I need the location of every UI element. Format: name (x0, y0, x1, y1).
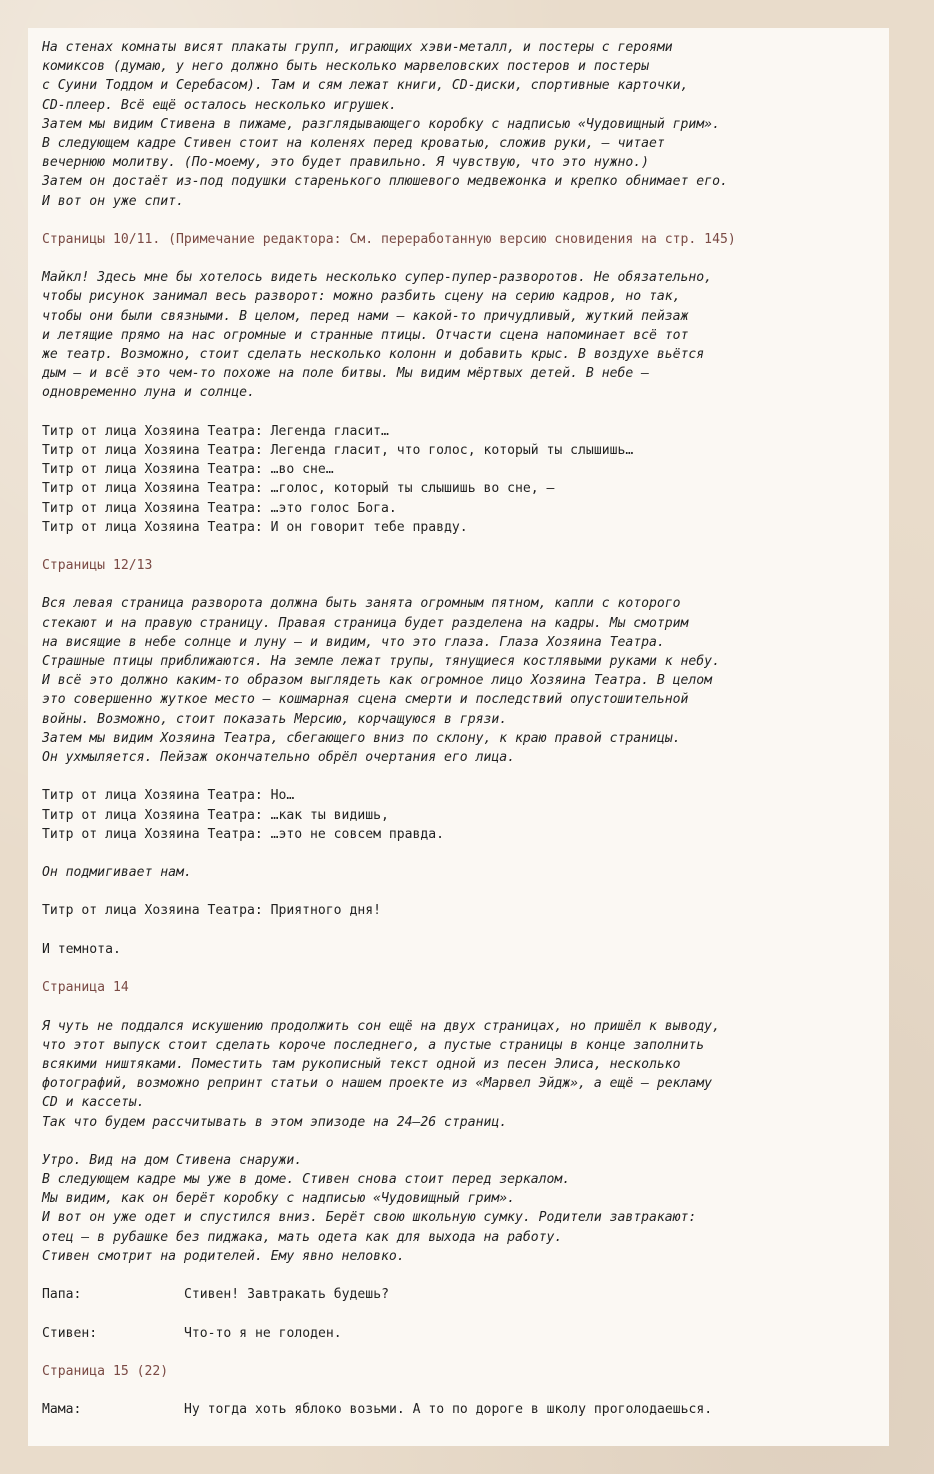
text-line: Я чуть не поддался искушению продолжить сон ещё на двух страницах, но пришёл к выводу, (42, 1018, 720, 1034)
text-line: Утро. Вид на дом Стивена снаружи. (42, 1152, 303, 1168)
caption-line: Титр от лица Хозяина Театра: …голос, который ты слышишь во сне, — (42, 481, 555, 497)
paragraph-landscape (42, 594, 875, 767)
caption-line: Титр от лица Хозяина Театра: Приятного дня! (42, 903, 381, 919)
text-line: фотографий, возможно репринт статьи о нашем проекте из «Марвел Эйдж», а ещё — рекламу (42, 1076, 713, 1092)
text-line: что этот выпуск стоит сделать короче последнего, а пустые страницы в конце заполнить (42, 1037, 705, 1053)
text-line: Он ухмыляется. Пейзаж окончательно обрёл очертания его лица. (42, 749, 515, 765)
text-line: на висящие в небе солнце и луну — и видим, что это глаза. Глаза Хозяина Театра. (42, 634, 665, 650)
caption-line: Титр от лица Хозяина Театра: И он говорит тебе правду. (42, 519, 468, 535)
text-line: это совершенно жуткое место — кошмарная сцена смерти и последствий опустошительной (42, 692, 689, 708)
text-line: чтобы они были связными. В целом, перед нами — какой-то причудливый, жуткий пейзаж (42, 308, 689, 324)
text-line: В следующем кадре мы уже в доме. Стивен снова стоит перед зеркалом. (42, 1172, 571, 1188)
text-line: В следующем кадре Стивен стоит на коленях перед кроватью, сложив руки, — читает (42, 135, 665, 151)
paragraph-bedroom (42, 38, 875, 211)
text-line: Страшные птицы приближаются. На земле лежат трупы, тянущиеся костлявыми руками к небу. (42, 654, 720, 669)
dialogue-mom (42, 1400, 875, 1419)
text-line: Стивен смотрит на родителей. Ему явно неловко. (42, 1248, 405, 1264)
caption-line: Титр от лица Хозяина Театра: Но… (42, 788, 295, 804)
caption-line: Титр от лица Хозяина Театра: Легенда гласит, что голос, который ты слышишь… (42, 442, 634, 458)
text-line: Мы видим, как он берёт коробку с надписью «Чудовищный грим». (42, 1191, 515, 1207)
section-heading-pages-10-11: Страницы 10/11. (Примечание редактора: См. переработанную версию сновидения на стр. 145) (42, 231, 736, 247)
dialogue-text: Стивен! Завтракать будешь? (184, 1287, 389, 1303)
caption-line: Титр от лица Хозяина Театра: …как ты видишь, (42, 807, 389, 823)
text-line: дым — и всё это чем-то похоже на поле битвы. Мы видим мёртвых детей. В небе — (42, 366, 649, 382)
text-line: На стенах комнаты висят плакаты групп, играющих хэви-металл, и постеры с героями (42, 40, 673, 55)
script-page (28, 28, 889, 1446)
text-line: Затем мы видим Стивена в пижаме, разглядывающего коробку с надписью «Чудовищный грим». (42, 116, 720, 132)
speaker-name: Мама: (42, 1402, 82, 1418)
caption-line: Титр от лица Хозяина Театра: …во сне… (42, 462, 334, 478)
caption-line: Титр от лица Хозяина Театра: …это голос Бога. (42, 500, 397, 516)
section-heading-page-14: Страница 14 (42, 980, 129, 996)
text-line: с Суини Тоддом и Серебасом). Там и сям лежат книги, CD-диски, спортивные карточки, (42, 78, 689, 94)
paragraph-editor-note (42, 1017, 875, 1132)
text-line: одновременно луна и солнце. (42, 385, 255, 401)
caption-list-2 (42, 786, 875, 844)
text-line: стекают и на правую страницу. Правая страница будет разделена на кадры. Мы смотрим (42, 615, 689, 631)
dialogue-dad (42, 1285, 875, 1304)
text-line: Затем мы видим Хозяина Театра, сбегающего вниз по склону, к краю правой страницы. (42, 730, 681, 746)
dialogue-text: Что-то я не голоден. (184, 1325, 342, 1341)
stage-direction-dark: И темнота. (42, 941, 121, 957)
text-line: вечернюю молитву. (По-моему, это будет правильно. Я чувствую, что это нужно.) (42, 155, 649, 171)
text-line: комиксов (думаю, у него должно быть несколько марвеловских постеров и постеры (42, 59, 649, 75)
paragraph-dream (42, 268, 875, 402)
caption-list-1 (42, 422, 875, 537)
caption-line: Титр от лица Хозяина Театра: Легенда гласит… (42, 423, 389, 439)
dialogue-text: Ну тогда хоть яблоко возьми. А то по дороге в школу проголодаешься. (184, 1402, 713, 1418)
speaker-name: Стивен: (42, 1325, 98, 1341)
text-line: CD и кассеты. (42, 1095, 145, 1111)
section-heading-pages-12-13: Страницы 12/13 (42, 558, 153, 574)
text-line: И вот он уже одет и спустился вниз. Берёт свою школьную сумку. Родители завтракают: (42, 1210, 697, 1226)
paragraph-morning (42, 1151, 875, 1266)
dialogue-steven (42, 1324, 875, 1343)
text-line: CD-плеер. Всё ещё осталось несколько игрушек. (42, 97, 397, 113)
text-line: отец — в рубашке без пиджака, мать одета как для выхода на работу. (42, 1229, 563, 1245)
text-line: всякими ништяками. Поместить там рукописный текст одной из песен Элиса, несколько (42, 1056, 681, 1072)
caption-line: Титр от лица Хозяина Театра: …это не совсем правда. (42, 826, 445, 842)
text-line: Вся левая страница разворота должна быть занята огромным пятном, капли с которого (42, 596, 681, 612)
text-line: Так что будем рассчитывать в этом эпизоде на 24—26 страниц. (42, 1114, 508, 1130)
text-line: Затем он достаёт из-под подушки старенького плюшевого медвежонка и крепко обнимает его. (42, 174, 728, 190)
text-line: же театр. Возможно, стоит сделать несколько колонн и добавить крыс. В воздухе вьётся (42, 347, 705, 362)
section-heading-page-15: Страница 15 (22) (42, 1363, 169, 1379)
text-line: чтобы рисунок занимал весь разворот: можно разбить сцену на серию кадров, но так, (42, 289, 681, 305)
text-line: войны. Возможно, стоит показать Мерсию, корчащуюся в грязи. (42, 711, 508, 727)
text-line: и летящие прямо на нас огромные и странные птицы. Отчасти сцена напоминает всё тот (42, 327, 689, 343)
text-line: И вот он уже спит. (42, 193, 184, 209)
speaker-name: Папа: (42, 1287, 82, 1303)
stage-direction-wink: Он подмигивает нам. (42, 865, 192, 881)
text-line: Майкл! Здесь мне бы хотелось видеть несколько супер-пупер-разворотов. Не обязательно, (42, 270, 713, 286)
text-line: И всё это должно каким-то образом выглядеть как огромное лицо Хозяина Театра. В целом (42, 673, 713, 689)
